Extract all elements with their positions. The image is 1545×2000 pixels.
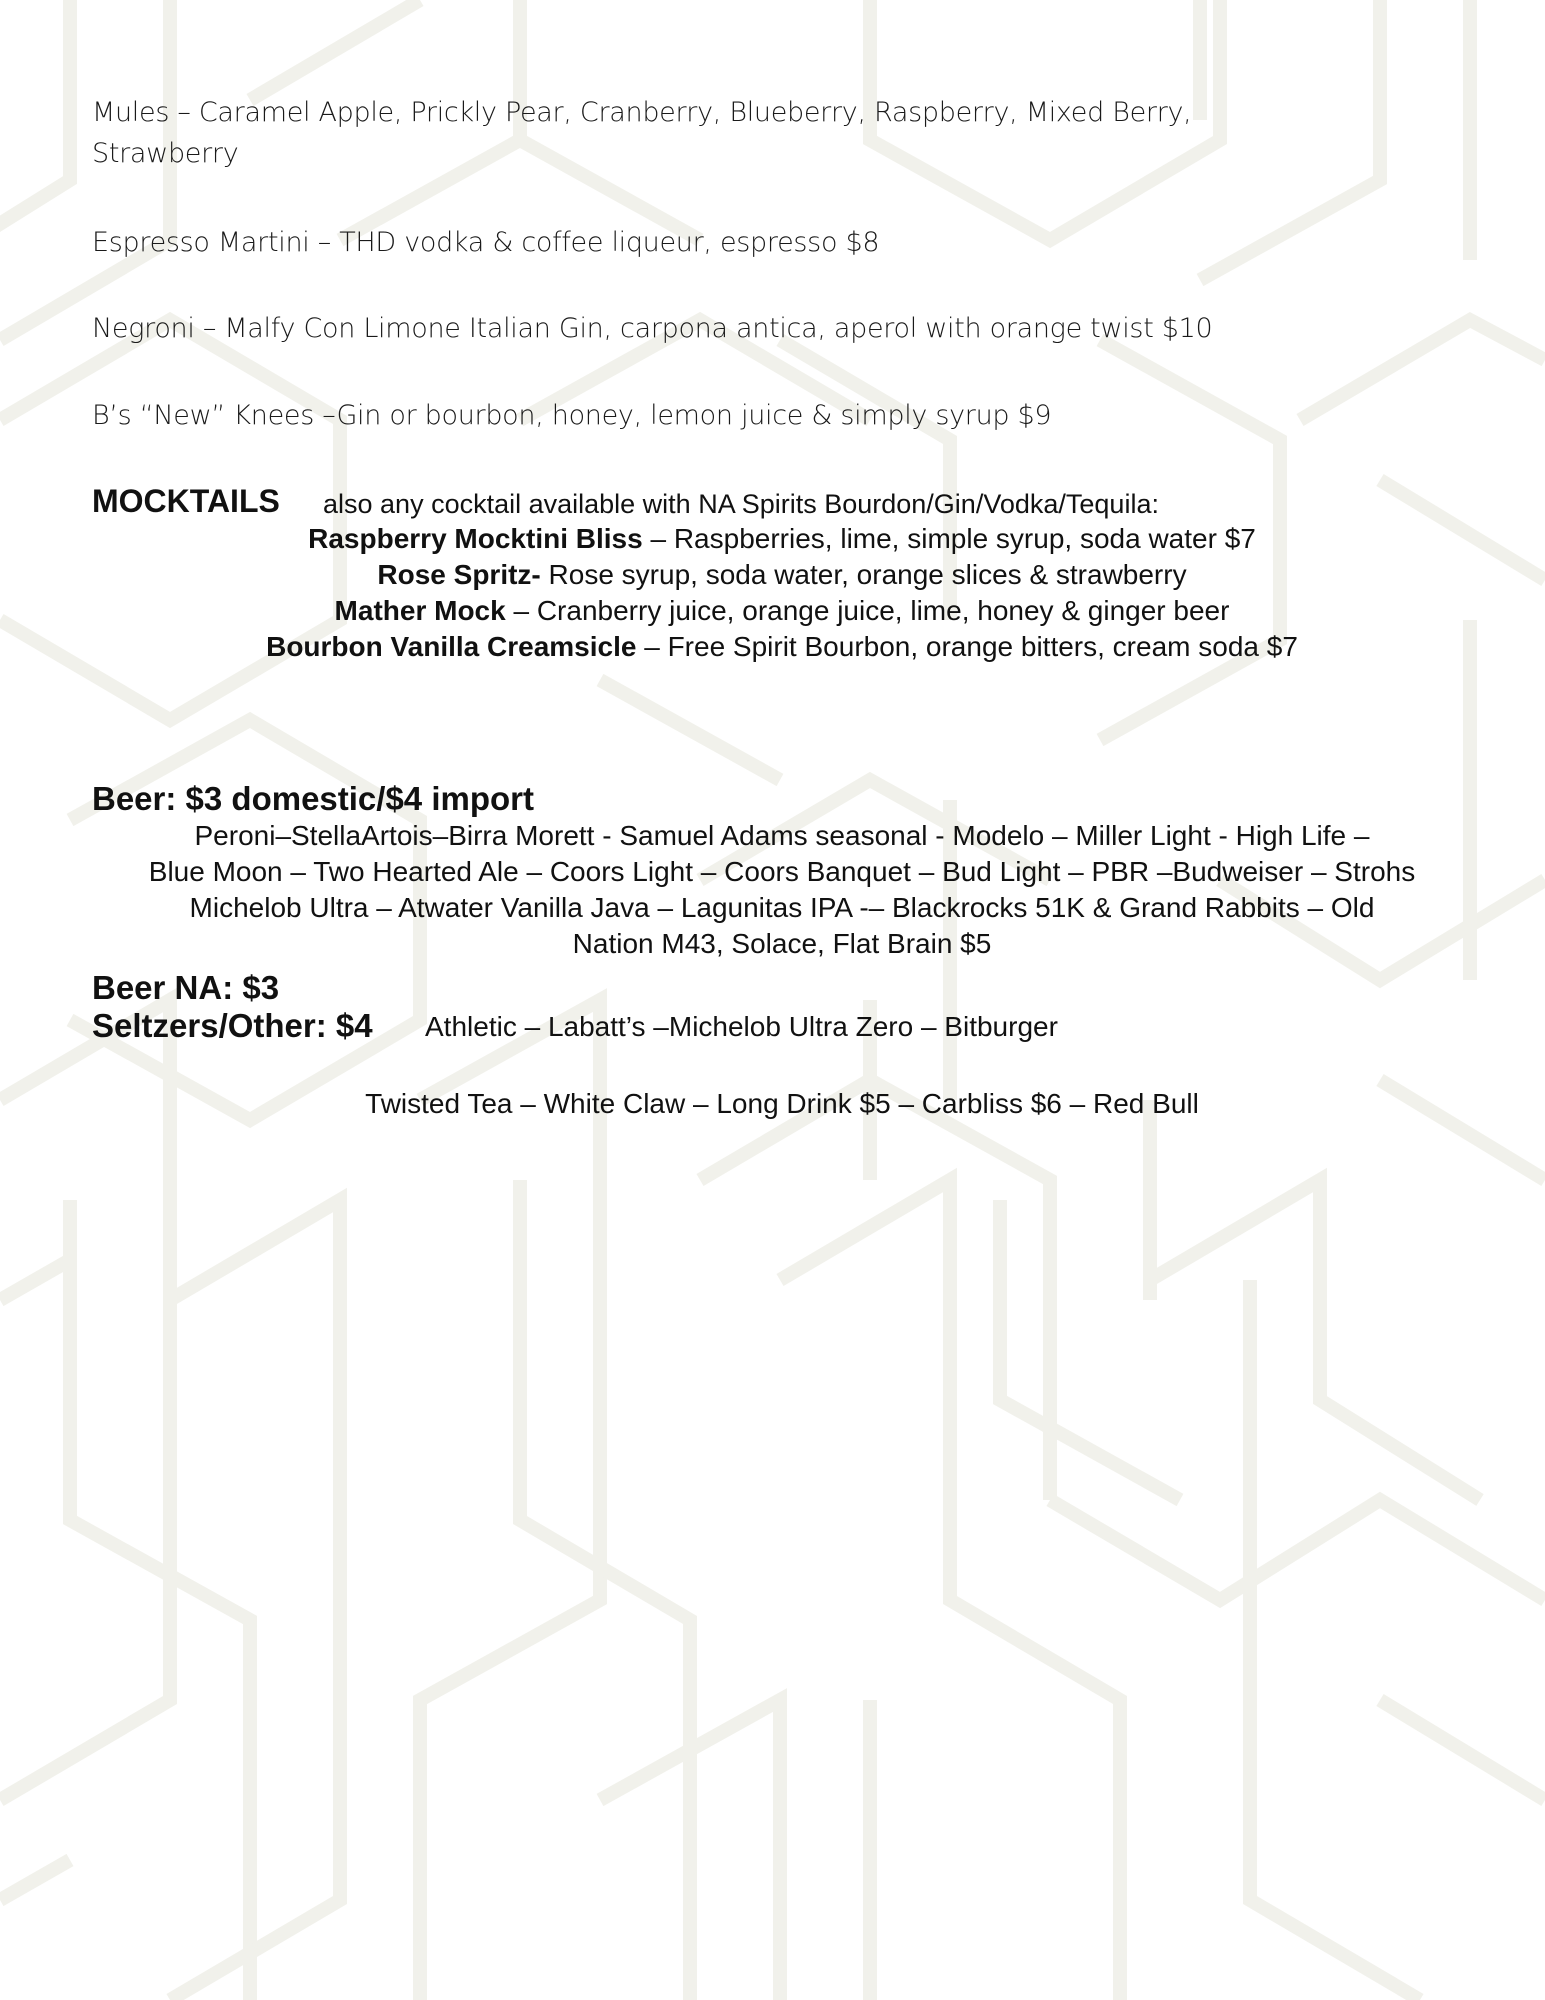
cocktail-negroni: Negroni – Malfy Con Limone Italian Gin, carpona antica, aperol with orange twist $10 bbox=[92, 313, 1213, 344]
beer-list-line: Michelob Ultra – Atwater Vanilla Java – Lagunitas IPA -– Blackrocks 51K & Grand Rabbits – Old bbox=[189, 892, 1375, 923]
mocktail-desc: – Raspberries, lime, simple syrup, soda water $7 bbox=[642, 523, 1256, 554]
beer-list-line: Nation M43, Solace, Flat Brain $5 bbox=[572, 928, 992, 959]
cocktail-mules bbox=[92, 92, 1452, 174]
cocktail-bees-knees: B’s “New” Knees –Gin or bourbon, honey, lemon juice & simply syrup $9 bbox=[92, 400, 1052, 431]
beer-list bbox=[92, 818, 1472, 962]
mocktail-item bbox=[92, 593, 1472, 629]
mocktails-heading: MOCKTAILS bbox=[92, 483, 280, 519]
mocktail-item bbox=[92, 557, 1472, 593]
seltzers-heading: Seltzers/Other: $4 bbox=[92, 1007, 373, 1044]
beer-na-list: Athletic – Labatt’s –Michelob Ultra Zero – Bitburger bbox=[425, 1011, 1058, 1042]
beer-na-heading: Beer NA: $3 bbox=[92, 969, 280, 1006]
cocktail-mules-line1: Mules – Caramel Apple, Prickly Pear, Cranberry, Blueberry, Raspberry, Mixed Berry, bbox=[92, 97, 1192, 128]
mocktail-desc: – Free Spirit Bourbon, orange bitters, cream soda $7 bbox=[636, 631, 1298, 662]
mocktail-item bbox=[92, 521, 1472, 557]
mocktail-name: Raspberry Mocktini Bliss bbox=[308, 523, 643, 554]
mocktail-desc: – Cranberry juice, orange juice, lime, honey & ginger beer bbox=[505, 595, 1230, 626]
seltzers-list: Twisted Tea – White Claw – Long Drink $5 – Carbliss $6 – Red Bull bbox=[365, 1088, 1199, 1119]
mocktail-name: Mather Mock bbox=[334, 595, 506, 626]
cocktail-espresso-martini: Espresso Martini – THD vodka & coffee liqueur, espresso $8 bbox=[92, 227, 880, 258]
mocktail-name: Bourbon Vanilla Creamsicle bbox=[266, 631, 637, 662]
mocktails-intro: also any cocktail available with NA Spirits Bourdon/Gin/Vodka/Tequila: bbox=[323, 489, 1159, 519]
cocktail-mules-line2: Strawberry bbox=[92, 138, 239, 169]
beer-heading: Beer: $3 domestic/$4 import bbox=[92, 780, 534, 817]
beer-list-line: Blue Moon – Two Hearted Ale – Coors Light – Coors Banquet – Bud Light – PBR –Budweiser – Strohs bbox=[148, 856, 1416, 887]
beer-list-line: Peroni–StellaArtois–Birra Morett - Samuel Adams seasonal - Modelo – Miller Light - High Life – bbox=[194, 820, 1370, 851]
mocktail-desc: Rose syrup, soda water, orange slices & strawberry bbox=[540, 559, 1187, 590]
mocktail-name: Rose Spritz- bbox=[377, 559, 541, 590]
mocktail-item bbox=[92, 629, 1472, 665]
